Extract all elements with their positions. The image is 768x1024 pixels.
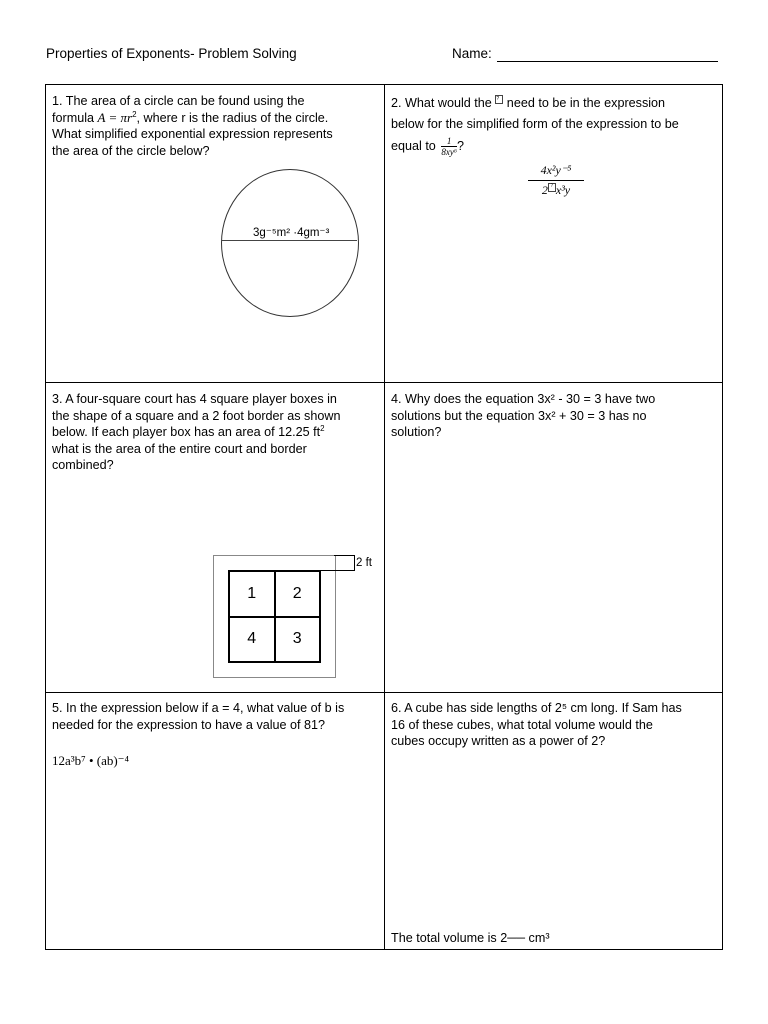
name-label: Name:: [452, 46, 492, 61]
q1-formula-exponent: 2: [132, 109, 137, 119]
name-blank-line[interactable]: [497, 61, 718, 62]
worksheet-title: Properties of Exponents- Problem Solving: [46, 46, 297, 61]
q6-line3: cubes occupy written as a power of 2?: [391, 734, 606, 748]
q2-line1-start: 2. What would the: [391, 96, 496, 110]
question-4: [391, 391, 717, 441]
q3-line3-text: below. If each player box has an area of 12.25 ft: [52, 425, 321, 439]
player-box: 2: [275, 571, 321, 617]
grid-divider-row2: [46, 692, 722, 693]
q2-line1-rest: need to be in the expression: [503, 96, 666, 110]
placeholder-box-icon: ?: [495, 95, 503, 104]
q1-formula-prefix: formula: [52, 110, 94, 125]
q3-line1: 3. A four-square court has 4 square player boxes in: [52, 392, 337, 406]
q6-answer-line: The total volume is 2── cm³: [391, 931, 550, 945]
q2-expression-denominator: [528, 181, 584, 198]
q1-line2: [52, 110, 374, 127]
q2-den-base: 2: [541, 183, 548, 197]
q2-expression: [528, 163, 584, 198]
player-box: 1: [229, 571, 275, 617]
q1-line2-rest: , where r is the radius of the circle.: [136, 110, 329, 125]
q5-line1: 5. In the expression below if a = 4, what value of b is: [52, 701, 345, 715]
placeholder-box-icon: ?: [548, 183, 556, 192]
q4-line2: solutions but the equation 3x² + 30 = 3 has no: [391, 408, 647, 423]
q2-line3: [391, 136, 717, 157]
circle-diagram: [221, 169, 359, 317]
border-width-label: 2 ft: [356, 557, 372, 569]
question-5: [52, 700, 374, 733]
q2-target-fraction: [441, 136, 457, 157]
q2-target-numerator: 1: [441, 136, 457, 147]
q1-line1: 1. The area of a circle can be found using the: [52, 94, 305, 108]
q2-equal-to: equal to: [391, 138, 436, 153]
q6-line1: 6. A cube has side lengths of 2⁵ cm long. If Sam has: [391, 701, 682, 715]
q3-line3: [52, 424, 374, 441]
border-dimension-line-inner: [319, 570, 354, 571]
border-dimension-tick: [354, 555, 355, 571]
question-6: [391, 700, 717, 750]
q1-line4: the area of the circle below?: [52, 143, 210, 158]
grid-divider-vertical: [384, 85, 385, 949]
q3-line4: what is the area of the entire court and border: [52, 441, 307, 456]
q2-expression-numerator: 4x²y⁻⁵: [528, 163, 584, 181]
q5-line2: needed for the expression to have a value of 81?: [52, 717, 326, 732]
q3-line2: the shape of a square and a 2 foot border as shown: [52, 408, 341, 423]
question-2: [391, 95, 717, 157]
player-box: 4: [229, 617, 275, 663]
diameter-label: 3g⁻⁵m² ·4gm⁻³: [253, 227, 330, 239]
player-box: 3: [275, 617, 321, 663]
q1-line3: What simplified exponential expression represents: [52, 127, 333, 141]
question-3: [52, 391, 374, 474]
q2-den-rest: x³y: [555, 183, 571, 197]
q4-line3: solution?: [391, 425, 442, 439]
problem-grid: [45, 84, 723, 950]
q5-expression: 12a³b⁷ • (ab)⁻⁴: [52, 753, 130, 768]
q6-line2: 16 of these cubes, what total volume would the: [391, 717, 653, 732]
q2-line1: [391, 95, 717, 112]
q4-line1: 4. Why does the equation 3x² - 30 = 3 have two: [391, 392, 656, 406]
q3-line3-exponent: 2: [320, 423, 325, 433]
circle-diameter-line: [222, 240, 357, 241]
q2-line2: below for the simplified form of the expression to be: [391, 116, 679, 131]
q3-line5: combined?: [52, 458, 114, 472]
border-dimension-line-top: [334, 555, 354, 556]
four-square-court: [228, 570, 321, 663]
grid-divider-row1: [46, 382, 722, 383]
question-1: [52, 93, 374, 159]
q2-target-denominator: 8xy⁶: [441, 147, 457, 157]
q2-question-mark: ?: [456, 138, 464, 153]
q1-formula: A = πr: [97, 109, 133, 125]
